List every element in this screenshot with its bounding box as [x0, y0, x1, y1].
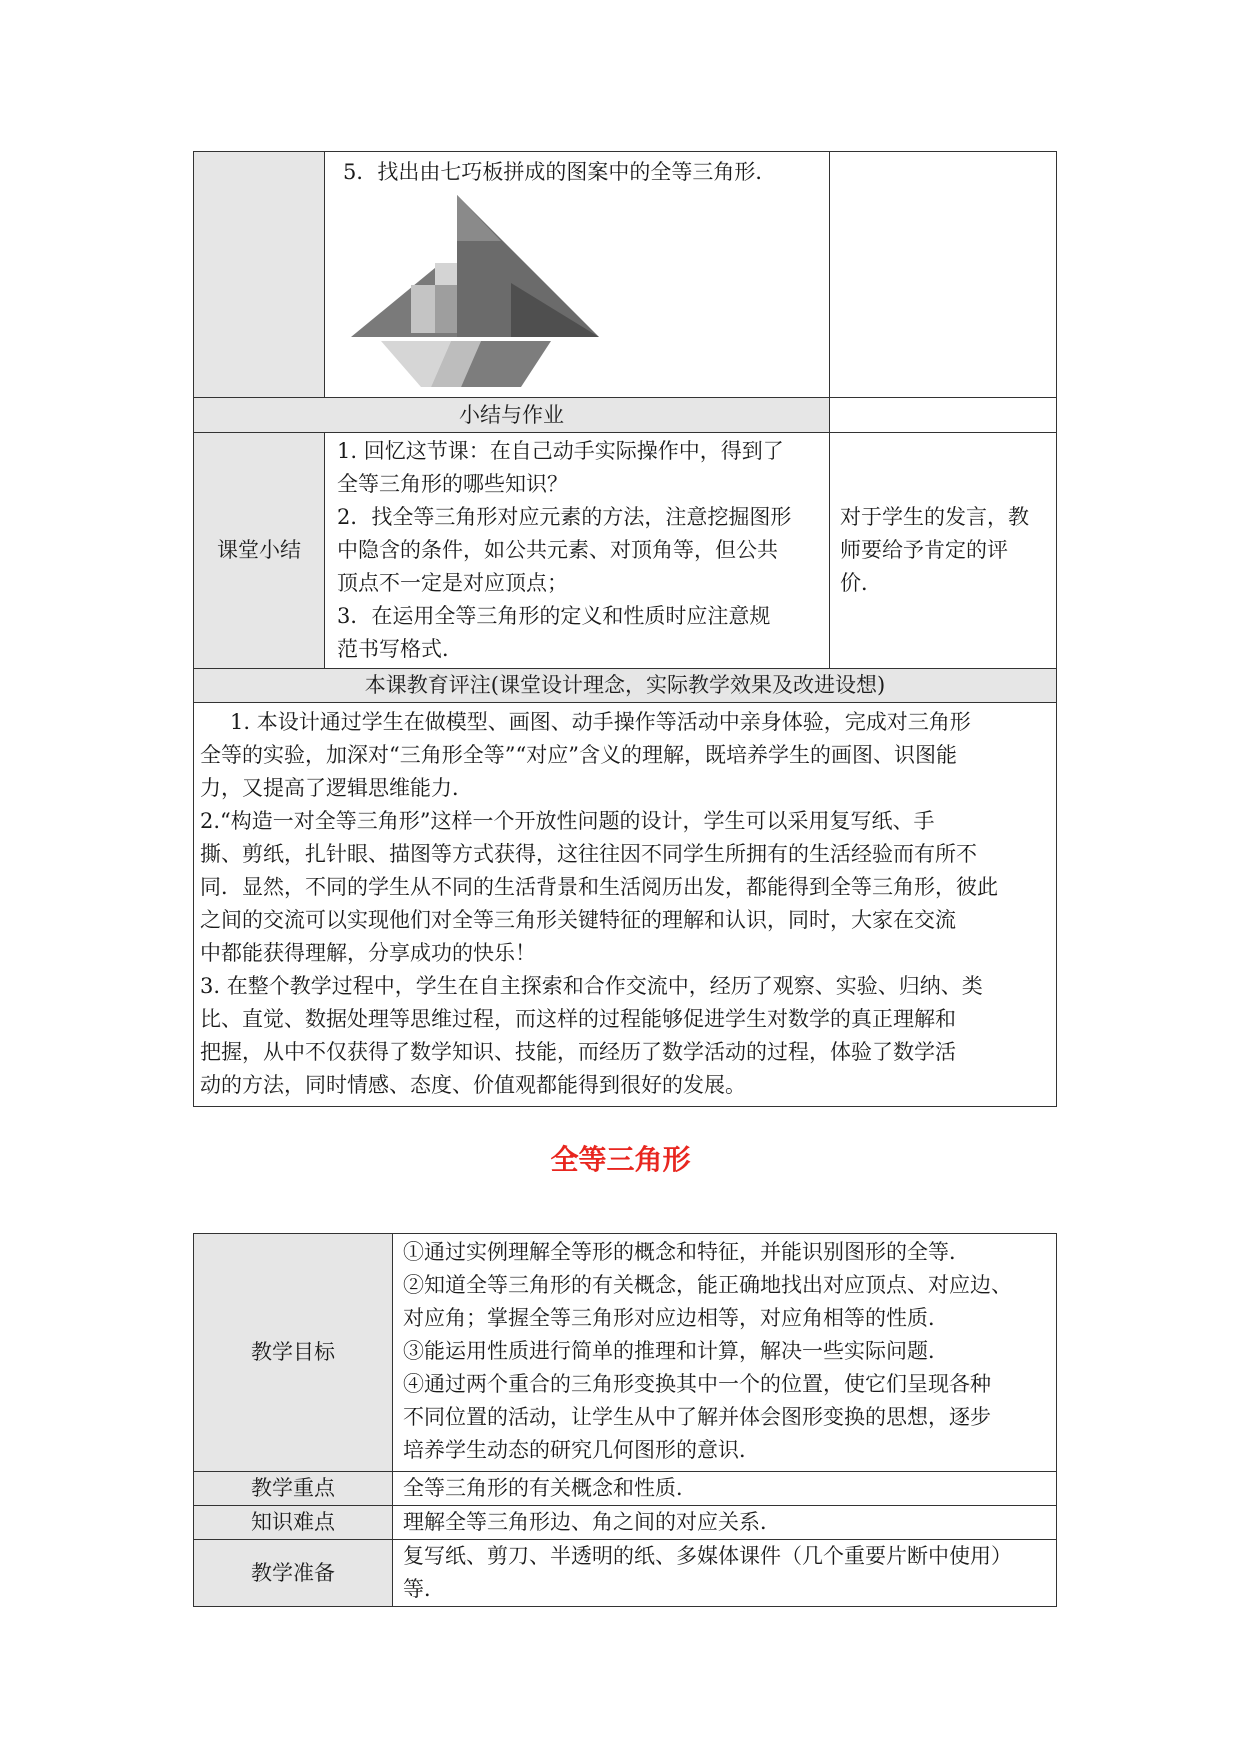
review-header-label: 本课教育评注(课堂设计理念，实际教学效果及改进设想) — [364, 673, 886, 697]
preparation-line: 复写纸、剪刀、半透明的纸、多媒体课件（几个重要片断中使用） — [403, 1544, 1012, 1568]
preparation-line: 等． — [403, 1577, 445, 1601]
review-line: 之间的交流可以实现他们对全等三角形关键特征的理解和认识，同时，大家在交流 — [200, 908, 956, 932]
review-content-cell — [194, 703, 1057, 1107]
class-summary-label-cell — [194, 433, 325, 669]
preparation-row — [194, 1540, 1057, 1607]
difficulties-content: 理解全等三角形边、角之间的对应关系． — [403, 1510, 781, 1534]
tangram-cell — [325, 152, 830, 398]
tangram-row-label-cell — [194, 152, 325, 398]
summary-header-label: 小结与作业 — [459, 402, 564, 427]
tangram-small-square — [435, 285, 457, 333]
preparation-label-cell — [194, 1540, 393, 1607]
tangram-row — [194, 152, 1057, 398]
objective-line: 培养学生动态的研究几何图形的意识． — [403, 1438, 760, 1462]
lesson-plan-table — [193, 1233, 1057, 1607]
class-summary-note-cell — [830, 433, 1057, 669]
tangram-note-cell — [830, 152, 1057, 398]
objectives-label-cell — [194, 1234, 393, 1472]
objective-line: ②知道全等三角形的有关概念，能正确地找出对应顶点、对应边、 — [403, 1273, 1012, 1297]
section-title: 全等三角形 — [550, 1143, 691, 1176]
class-summary-line: 范书写格式． — [337, 637, 463, 661]
difficulties-content-cell — [393, 1506, 1057, 1540]
review-line: 动的方法，同时情感、态度、价值观都能得到很好的发展。 — [200, 1073, 746, 1097]
review-line: 撕、剪纸，扎针眼、描图等方式获得，这往往因不同学生所拥有的生活经验而有所不 — [200, 842, 977, 866]
review-line: 3. 在整个教学过程中，学生在自主探索和合作交流中，经历了观察、实验、归纳、类 — [200, 974, 983, 998]
class-summary-line: 顶点不一定是对应顶点； — [337, 571, 568, 595]
class-summary-note-line: 师要给予肯定的评 — [840, 538, 1008, 562]
key-points-label: 教学重点 — [251, 1476, 335, 1500]
class-summary-note-line: 对于学生的发言，教 — [840, 505, 1029, 529]
lesson-table-continued — [193, 151, 1057, 1107]
review-line: 比、直觉、数据处理等思维过程，而这样的过程能够促进学生对数学的真正理解和 — [200, 1007, 956, 1031]
review-line: 中都能获得理解，分享成功的快乐！ — [200, 941, 536, 965]
review-header-cell — [194, 669, 1057, 703]
tangram-question: 5．找出由七巧板拼成的图案中的全等三角形． — [343, 160, 777, 184]
class-summary-line: 中隐含的条件，如公共元素、对顶角等，但公共 — [337, 538, 778, 562]
class-summary-row — [194, 433, 1057, 669]
objective-line: ③能运用性质进行简单的推理和计算，解决一些实际问题． — [403, 1339, 949, 1363]
preparation-label: 教学准备 — [251, 1560, 335, 1585]
class-summary-line: 全等三角形的哪些知识？ — [337, 472, 568, 496]
review-line: 1. 本设计通过学生在做模型、画图、动手操作等活动中亲身体验，完成对三角形 — [230, 710, 971, 734]
review-line: 力，又提高了逻辑思维能力． — [200, 776, 473, 800]
summary-header-empty-cell — [830, 398, 1057, 433]
class-summary-label: 课堂小结 — [217, 538, 301, 562]
difficulties-label: 知识难点 — [251, 1510, 335, 1534]
summary-header-cell — [194, 398, 830, 433]
tangram-square — [411, 285, 435, 333]
objectives-content-cell — [393, 1234, 1057, 1472]
objectives-label: 教学目标 — [251, 1340, 335, 1364]
objective-line: ④通过两个重合的三角形变换其中一个的位置，使它们呈现各种 — [403, 1372, 991, 1396]
preparation-content-cell — [393, 1540, 1057, 1607]
class-summary-note-line: 价． — [840, 571, 882, 595]
class-summary-content-cell — [325, 433, 830, 669]
difficulties-row — [194, 1506, 1057, 1540]
class-summary-line: 3．在运用全等三角形的定义和性质时应注意规 — [337, 604, 771, 628]
difficulties-label-cell — [194, 1506, 393, 1540]
key-points-content: 全等三角形的有关概念和性质． — [403, 1476, 697, 1500]
review-line: 2.“构造一对全等三角形”这样一个开放性问题的设计，学生可以采用复写纸、手 — [200, 809, 935, 833]
class-summary-line: 1. 回忆这节课：在自己动手实际操作中，得到了 — [337, 439, 784, 463]
objective-line: ①通过实例理解全等形的概念和特征，并能识别图形的全等． — [403, 1240, 970, 1264]
review-line: 同．显然，不同的学生从不同的生活背景和生活阅历出发，都能得到全等三角形，彼此 — [200, 875, 998, 899]
objective-line: 不同位置的活动，让学生从中了解并体会图形变换的思想，逐步 — [403, 1405, 991, 1429]
class-summary-line: 2．找全等三角形对应元素的方法，注意挖掘图形 — [337, 505, 792, 529]
summary-header-row — [194, 398, 1057, 433]
review-row — [194, 703, 1057, 1107]
tangram-figure — [351, 193, 611, 393]
review-line: 把握，从中不仅获得了数学知识、技能，而经历了数学活动的过程，体验了数学活 — [200, 1040, 956, 1064]
review-line: 全等的实验，加深对“三角形全等”“对应”含义的理解，既培养学生的画图、识图能 — [200, 743, 957, 767]
tangram-top-square — [435, 263, 457, 285]
objectives-row — [194, 1234, 1057, 1472]
key-points-content-cell — [393, 1472, 1057, 1506]
key-points-label-cell — [194, 1472, 393, 1506]
review-header-row — [194, 669, 1057, 703]
objective-line: 对应角；掌握全等三角形对应边相等，对应角相等的性质． — [403, 1306, 949, 1330]
key-points-row — [194, 1472, 1057, 1506]
